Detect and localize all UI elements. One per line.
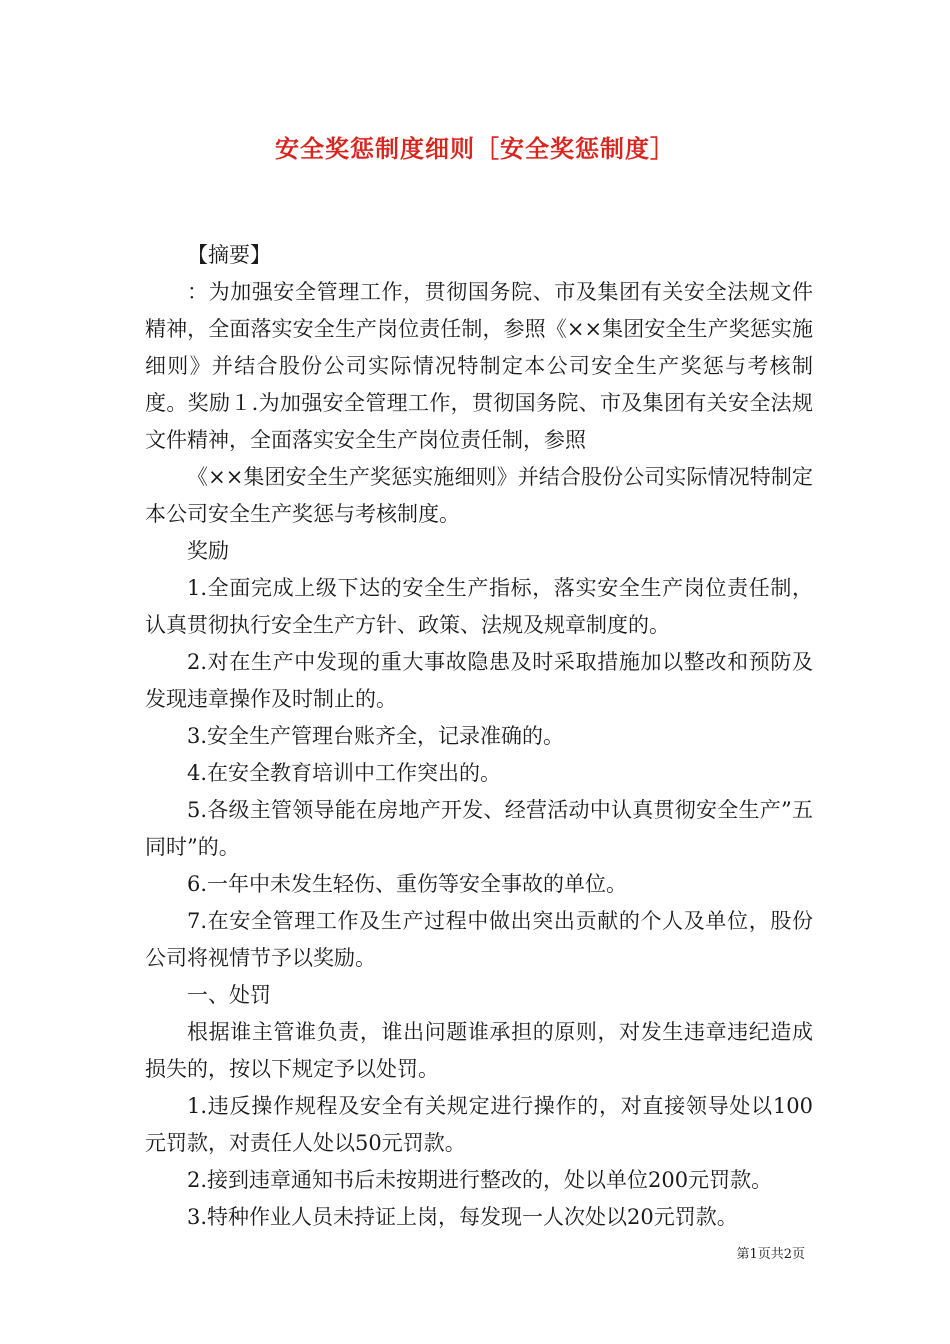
penalty-item-1: 1.违反操作规程及安全有关规定进行操作的，对直接领导处以100元罚款，对责任人处以50元罚款。 xyxy=(145,1094,813,1155)
reward-item-1: 1.全面完成上级下达的安全生产指标，落实安全生产岗位责任制，认真贯彻执行安全生产方针、政策、法规及规章制度的。 xyxy=(145,576,813,637)
section-heading-reward: 奖励 xyxy=(187,539,229,563)
reward-item-5: 5.各级主管领导能在房地产开发、经营活动中认真贯彻安全生产”五同时”的。 xyxy=(145,798,813,859)
penalty-intro: 根据谁主管谁负责，谁出问题谁承担的原则，对发生违章违纪造成损失的，按以下规定予以处罚。 xyxy=(145,1020,813,1081)
reward-item-2: 2.对在生产中发现的重大事故隐患及时采取措施加以整改和预防及发现违章操作及时制止的。 xyxy=(145,650,813,711)
page-number: 第1页共2页 xyxy=(736,1247,805,1262)
reward-item-7: 7.在安全管理工作及生产过程中做出突出贡献的个人及单位，股份公司将视情节予以奖励。 xyxy=(145,909,813,970)
abstract-text: ：为加强安全管理工作，贯彻国务院、市及集团有关安全法规文件精神，全面落实安全生产岗位责任制，参照《××集团安全生产奖惩实施细则》并结合股份公司实际情况特制定本公司安全生产奖惩与考核制度。奖励１.为加强安全管理工作，贯彻国务院、市及集团有关安全法规文件精神，全面落实安全生产岗位责任制，参照 xyxy=(145,280,813,452)
section-heading-penalty: 一、处罚 xyxy=(187,983,271,1007)
document-body xyxy=(145,237,813,1236)
penalty-item-3: 3.特种作业人员未持证上岗，每发现一人次处以20元罚款。 xyxy=(187,1205,738,1229)
document-title: 安全奖惩制度细则［安全奖惩制度］ xyxy=(275,134,675,163)
penalty-item-2: 2.接到违章通知书后未按期进行整改的，处以单位200元罚款。 xyxy=(187,1168,773,1192)
reward-item-3: 3.安全生产管理台账齐全，记录准确的。 xyxy=(187,724,565,748)
reward-item-6: 6.一年中未发生轻伤、重伤等安全事故的单位。 xyxy=(187,872,628,896)
abstract-heading: 【摘要】 xyxy=(187,243,271,267)
reward-item-4: 4.在安全教育培训中工作突出的。 xyxy=(187,761,502,785)
paragraph: 《××集团安全生产奖惩实施细则》并结合股份公司实际情况特制定本公司安全生产奖惩与考核制度。 xyxy=(145,465,813,526)
